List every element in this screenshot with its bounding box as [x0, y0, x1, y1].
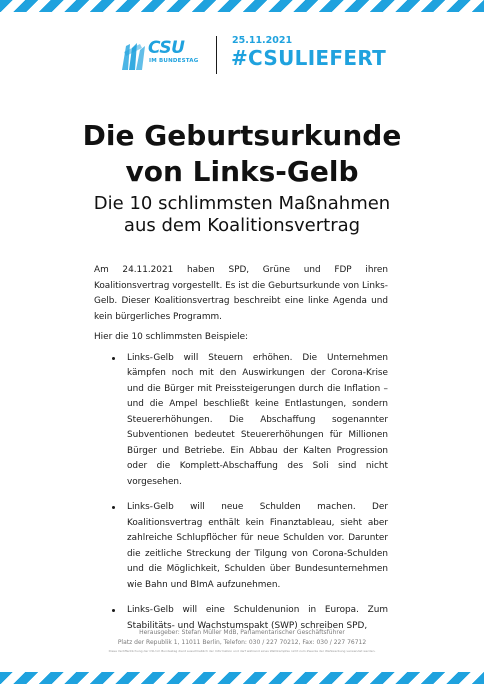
- page-subtitle: [0, 193, 484, 237]
- logo-subtitle: IM BUNDESTAG: [149, 58, 199, 64]
- list-item: [94, 351, 388, 491]
- title-line-1: Die Geburtsurkunde: [82, 119, 402, 152]
- header: [0, 28, 484, 78]
- bottom-stripe-border: [0, 672, 484, 684]
- footer-publisher: Herausgeber: Stefan Müller MdB, Parlamentarischer Geschäftsführer: [139, 629, 345, 636]
- csu-lion-icon: [118, 40, 146, 70]
- footer-address: Platz der Republik 1, 11011 Berlin, Telefon: 030 / 227 70212, Fax: 030 / 227 76712: [117, 639, 367, 646]
- bullet-icon: [112, 357, 115, 360]
- body-text: [94, 263, 388, 644]
- bullet-list: [94, 351, 388, 635]
- date: 25.11.2021: [232, 35, 293, 46]
- list-item-text: Links-Gelb will neue Schulden machen. Der Koalitionsvertrag enthält kein Finanztableau, sieht aber zahlreiche Schlupflöcher für neue Schulden vor. Darunter die zeitliche Streckung der Tilgung von Corona-Schulden und die Möglichkeit, Schulden über Bundesunternehmen wie Bahn und BImA aufzunehmen.: [127, 502, 388, 590]
- header-divider: [216, 36, 217, 74]
- csu-logo: [118, 38, 208, 72]
- logo-name: CSU: [148, 38, 185, 58]
- hashtag: #CSULIEFERT: [231, 46, 387, 70]
- list-item: [94, 500, 388, 593]
- bullet-icon: [112, 609, 115, 612]
- list-item-text: Links-Gelb will eine Schuldenunion in Europa. Zum Stabilitäts- und Wachstumspakt (SWP) schreiben SPD,: [127, 605, 388, 631]
- page-title: [0, 118, 484, 190]
- bullet-icon: [112, 506, 115, 509]
- footer-disclaimer: Diese Veröffentlichung der CSU im Bundestag dient ausschließlich der Information und darf während eines Wahlkampfes nicht zum Zwecke der Wahlwerbung verwendet werden.: [108, 649, 376, 653]
- footer: [0, 628, 484, 654]
- title-line-2: von Links-Gelb: [125, 155, 359, 188]
- list-item-text: Links-Gelb will Steuern erhöhen. Die Unternehmen kämpfen noch mit den Auswirkungen der Corona-Krise und die Bürger mit Preissteigerungen durch die Inflation – und die Ampel beschließt keine Entlastungen, sondern Steuererhöhungen. Die Abschaffung sogenannter Subventionen bedeutet Steuererhöhungen für Millionen Bürger und Betriebe. Ein Abbau der Kalten Progression oder die Komplett-Abschaffung des Soli sind nicht vorgesehen.: [127, 352, 388, 487]
- list-intro: Hier die 10 schlimmsten Beispiele:: [94, 332, 249, 342]
- top-stripe-border: [0, 0, 484, 12]
- subtitle-line-1: Die 10 schlimmsten Maßnahmen: [93, 193, 391, 214]
- subtitle-line-2: aus dem Koalitionsvertrag: [123, 215, 361, 236]
- intro-paragraph: Am 24.11.2021 haben SPD, Grüne und FDP ihren Koalitionsvertrag vorgestellt. Es ist die Geburtsurkunde von Links-Gelb. Dieser Koalitionsvertrag beschreibt eine linke Agenda und kein bürgerliches Programm.: [94, 265, 388, 322]
